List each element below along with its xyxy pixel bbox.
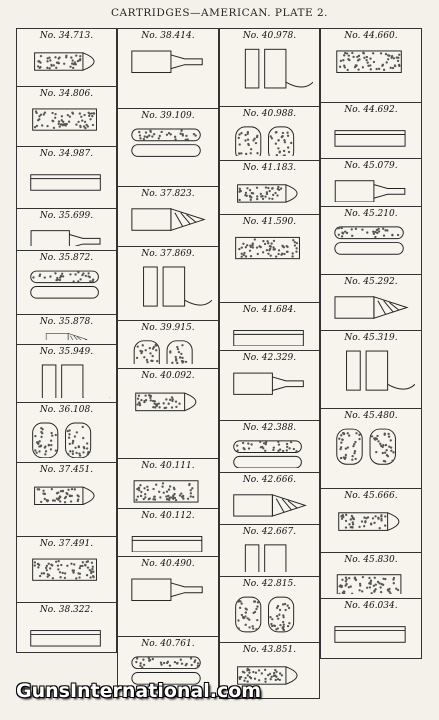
cartridge-drawing <box>124 335 212 364</box>
cartridge-figure <box>117 108 219 187</box>
cartridge-figure <box>219 160 320 215</box>
figure-number: No. 45.292. <box>344 277 398 287</box>
cartridge-drawing <box>124 201 212 242</box>
cartridge-drawing <box>23 477 110 532</box>
cartridge-figure <box>117 246 219 321</box>
figure-number: No. 41.183. <box>242 163 297 173</box>
cartridge-figure <box>16 344 117 403</box>
figure-number: No. 40.092. <box>141 371 195 381</box>
figure-number: No. 40.112. <box>141 511 195 521</box>
figure-number: No. 45.319. <box>344 333 398 343</box>
cartridge-figure <box>219 524 320 577</box>
figure-number: No. 37.451. <box>39 465 94 475</box>
cartridge-drawing <box>23 551 110 598</box>
figure-number: No. 43.851. <box>242 645 297 655</box>
cartridge-figure <box>320 274 422 331</box>
cartridge-drawing <box>23 43 110 82</box>
cartridge-drawing <box>124 571 212 632</box>
cartridge-figure <box>16 28 117 87</box>
cartridge-drawing <box>327 345 415 404</box>
figure-number: No. 46.034. <box>344 601 398 611</box>
figure-number: No. 34.987. <box>39 149 94 159</box>
cartridge-figure <box>219 350 320 421</box>
cartridge-drawing <box>23 329 110 340</box>
cartridge-figure <box>117 458 219 509</box>
cartridge-figure <box>320 598 422 659</box>
cartridge-figure <box>16 602 117 653</box>
column-2 <box>117 28 219 696</box>
cartridge-drawing <box>226 229 313 298</box>
cartridge-figure <box>219 106 320 161</box>
figure-number: No. 45.480. <box>344 411 398 421</box>
cartridge-figure <box>219 302 320 351</box>
cartridge-figure <box>320 408 422 489</box>
figure-number: No. 40.111. <box>141 461 195 471</box>
cartridge-figure <box>320 552 422 599</box>
cartridge-drawing <box>327 503 415 548</box>
cartridge-figure <box>16 402 117 463</box>
figure-number: No. 45.666. <box>344 491 398 501</box>
figure-number: No. 37.869. <box>141 249 195 259</box>
figure-number: No. 42.666. <box>242 475 297 485</box>
figure-number: No. 41.590. <box>242 217 297 227</box>
figure-number: No. 37.491. <box>39 539 94 549</box>
cartridge-drawing <box>226 317 313 346</box>
cartridge-drawing <box>226 121 313 156</box>
figure-number: No. 35.699. <box>39 211 94 221</box>
figure-number: No. 35.949. <box>39 347 94 357</box>
cartridge-figure <box>320 28 422 103</box>
cartridge-figure <box>219 28 320 107</box>
plate-title: CARTRIDGES—AMERICAN. PLATE 2. <box>111 7 328 19</box>
cartridge-figure <box>219 420 320 473</box>
cartridge-drawing <box>23 101 110 142</box>
figure-number: No. 44.660. <box>344 31 398 41</box>
cartridge-figure <box>320 158 422 207</box>
figure-number: No. 45.079. <box>344 161 398 171</box>
cartridge-drawing <box>23 617 110 648</box>
cartridge-drawing <box>226 175 313 210</box>
figure-number: No. 34.713. <box>39 31 94 41</box>
column-3 <box>219 28 320 696</box>
figure-number: No. 40.761. <box>141 639 195 649</box>
cartridge-drawing <box>124 261 212 316</box>
cartridge-figure <box>16 314 117 345</box>
figure-number: No. 42.388. <box>242 423 297 433</box>
cartridge-drawing <box>327 423 415 484</box>
cartridge-figure <box>117 28 219 109</box>
cartridge-drawing <box>327 613 415 654</box>
cartridge-figure <box>117 508 219 557</box>
cartridge-figure <box>16 208 117 251</box>
cartridge-figure <box>320 206 422 275</box>
cartridge-figure <box>16 536 117 603</box>
figure-number: No. 34.806. <box>39 89 94 99</box>
cartridge-figure <box>117 186 219 247</box>
cartridge-figure <box>16 146 117 209</box>
cartridge-drawing <box>327 289 415 326</box>
cartridge-figure <box>16 86 117 147</box>
figure-number: No. 42.815. <box>242 579 297 589</box>
figure-number: No. 42.667. <box>242 527 297 537</box>
cartridge-drawing <box>327 117 415 154</box>
cartridge-drawing <box>226 435 313 468</box>
cartridge-drawing <box>327 221 415 270</box>
cartridge-figure <box>117 320 219 369</box>
figure-number: No. 40.988. <box>242 109 297 119</box>
cartridge-figure <box>320 488 422 553</box>
cartridge-drawing <box>23 417 110 458</box>
figure-number: No. 40.978. <box>242 31 297 41</box>
figure-number: No. 45.210. <box>344 209 398 219</box>
cartridge-drawing <box>327 173 415 202</box>
figure-number: No. 42.329. <box>242 353 297 363</box>
cartridge-figure <box>117 556 219 637</box>
figure-number: No. 35.872. <box>39 253 94 263</box>
figure-number: No. 38.322. <box>39 605 94 615</box>
cartridge-drawing <box>327 43 415 98</box>
cartridge-drawing <box>23 223 110 246</box>
figure-number: No. 38.414. <box>141 31 195 41</box>
cartridge-drawing <box>124 383 212 454</box>
cartridge-drawing <box>226 591 313 638</box>
figure-number: No. 41.684. <box>242 305 297 315</box>
cartridge-figure <box>219 576 320 643</box>
cartridge-figure <box>219 214 320 303</box>
cartridge-figure <box>117 368 219 459</box>
figure-number: No. 44.692. <box>344 105 398 115</box>
cartridge-drawing <box>226 43 313 102</box>
cartridge-drawing <box>23 265 110 310</box>
cartridge-figure <box>16 250 117 315</box>
cartridge-figure <box>219 472 320 525</box>
cartridge-drawing <box>226 365 313 416</box>
figure-number: No. 39.109. <box>141 111 195 121</box>
cartridge-figure <box>320 330 422 409</box>
column-4 <box>320 28 422 696</box>
figure-number: No. 45.830. <box>344 555 398 565</box>
cartridge-drawing <box>327 567 415 594</box>
cartridge-drawing <box>124 523 212 552</box>
cartridge-drawing <box>226 487 313 520</box>
cartridge-figure <box>16 462 117 537</box>
figure-number: No. 37.823. <box>141 189 195 199</box>
figure-number: No. 39.915. <box>141 323 195 333</box>
figure-number: No. 35.878. <box>39 317 94 327</box>
cartridge-drawing <box>124 473 212 504</box>
figure-number: No. 36.108. <box>39 405 94 415</box>
watermark-logo: GunsInternational.com <box>16 680 262 702</box>
column-1 <box>16 28 117 696</box>
figure-number: No. 40.490. <box>141 559 195 569</box>
cartridge-drawing <box>23 359 110 398</box>
cartridge-figure <box>320 102 422 159</box>
cartridge-drawing <box>124 123 212 182</box>
cartridge-drawing <box>23 161 110 204</box>
cartridge-drawing <box>124 43 212 104</box>
cartridge-drawing <box>226 539 313 572</box>
